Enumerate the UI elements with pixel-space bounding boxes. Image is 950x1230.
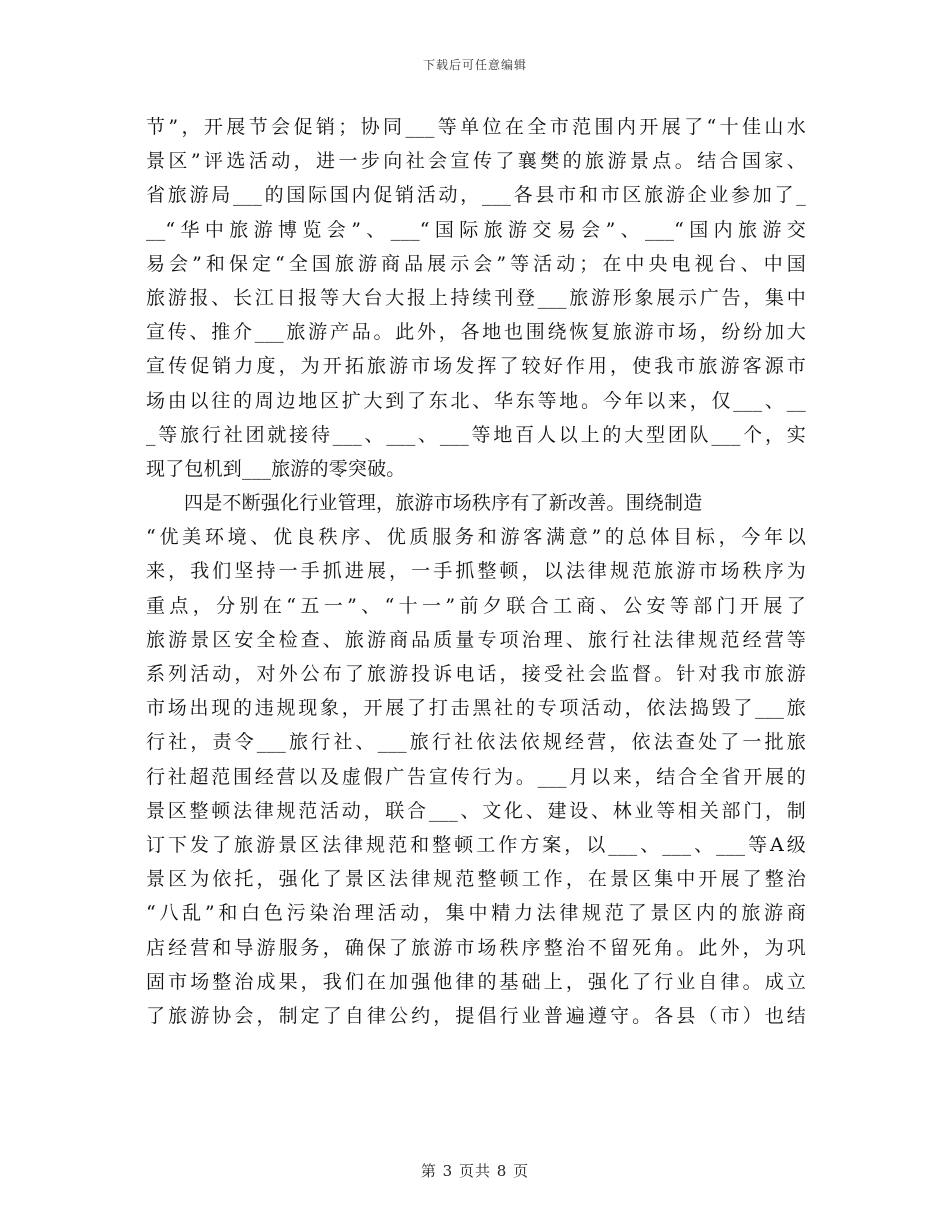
text-line: 重点，分别在“五一”、“十一”前夕联合工商、公安等部门开展了	[146, 594, 806, 617]
text-line: 景区为依托，强化了景区法律规范整顿工作，在景区集中开展了整治	[146, 868, 806, 891]
text-line: 行社超范围经营以及虚假广告宣传行为。___月以来，结合全省开展的	[146, 765, 806, 788]
text-line: 来，我们坚持一手抓进展，一手抓整顿，以法律规范旅游市场秩序为	[146, 560, 806, 583]
text-line: “优美环境、优良秩序、优质服务和游客满意”的总体目标，今年以	[146, 526, 806, 549]
page-header: 下载后可任意编辑	[422, 58, 527, 72]
document-body	[146, 110, 806, 1033]
text-line: 景区整顿法律规范活动，联合___、文化、建设、林业等相关部门，制	[146, 799, 806, 822]
text-line: __“华中旅游博览会”、___“国际旅游交易会”、___“国内旅游交	[146, 218, 806, 241]
text-line: 旅游报、长江日报等大台大报上持续刊登___旅游形象展示广告，集中	[146, 286, 806, 309]
text-line: “八乱”和白色污染治理活动，集中精力法律规范了景区内的旅游商	[146, 902, 806, 925]
text-line: 宣传促销力度，为开拓旅游市场发挥了较好作用，使我市旅游客源市	[146, 355, 806, 378]
text-line: 景区”评选活动，进一步向社会宣传了襄樊的旅游景点。结合国家、	[146, 150, 806, 173]
text-line: 宣传、推介___旅游产品。此外，各地也围绕恢复旅游市场，纷纷加大	[146, 321, 806, 344]
text-line: 订下发了旅游景区法律规范和整顿工作方案，以___、___、___等A级	[146, 833, 806, 856]
text-line: 节”，开展节会促销；协同___等单位在全市范围内开展了“十佳山水	[146, 116, 806, 138]
text-line: 店经营和导游服务，确保了旅游市场秩序整治不留死角。此外，为巩	[146, 936, 806, 959]
text-line: 易会”和保定“全国旅游商品展示会”等活动；在中央电视台、中国	[146, 252, 806, 275]
page-number: 第 3 页共 8 页	[420, 1162, 530, 1180]
text-line: 市场出现的违规现象，开展了打击黑社的专项活动，依法捣毁了___旅	[146, 697, 806, 720]
text-line-paragraph-end: 现了包机到___旅游的零突破。	[146, 457, 406, 480]
text-line: 场由以往的周边地区扩大到了东北、华东等地。今年以来，仅___、__	[146, 389, 806, 412]
text-line: _等旅行社团就接待___、___、___等地百人以上的大型团队___个，实	[146, 423, 806, 446]
text-line: 固市场整治成果，我们在加强他律的基础上，强化了行业自律。成立	[146, 970, 806, 993]
text-line: 旅游景区安全检查、旅游商品质量专项治理、旅行社法律规范经营等	[146, 628, 806, 651]
text-line: 行社，责令___旅行社、___旅行社依法依规经营，依法查处了一批旅	[146, 731, 806, 754]
text-line: 省旅游局___的国际国内促销活动，___各县市和市区旅游企业参加了_	[146, 184, 806, 207]
text-line: 了旅游协会，制定了自律公约，提倡行业普遍遵守。各县（市）也结	[146, 1004, 806, 1027]
text-line: 系列活动，对外公布了旅游投诉电话，接受社会监督。针对我市旅游	[146, 663, 806, 685]
text-line-paragraph-start: 四是不断强化行业管理，旅游市场秩序有了新改善。围绕制造	[184, 492, 703, 515]
